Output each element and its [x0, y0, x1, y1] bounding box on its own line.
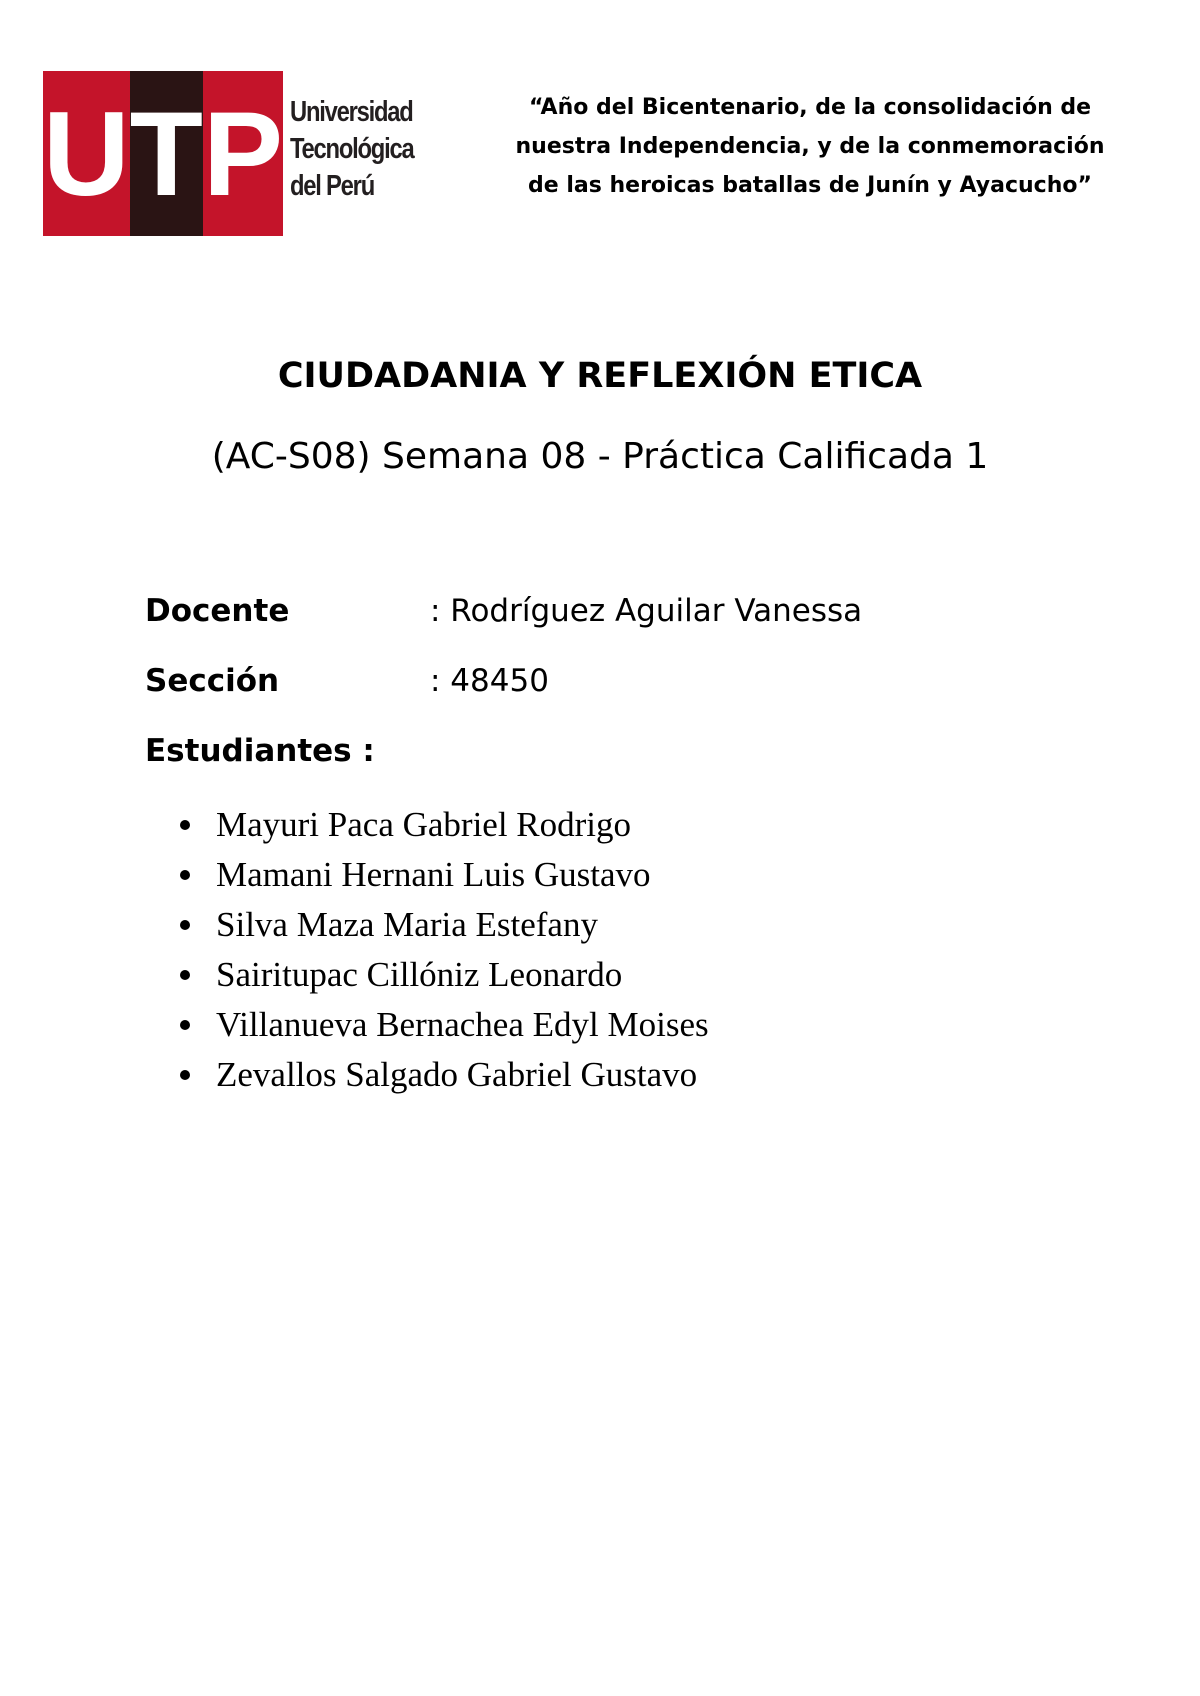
list-item [180, 850, 709, 900]
university-name-line: Universidad [290, 96, 413, 128]
seccion-value: : 48450 [430, 663, 549, 699]
list-item [180, 950, 709, 1000]
bullet-icon [180, 970, 190, 980]
university-name-line: del Perú [290, 170, 374, 202]
bullet-icon [180, 920, 190, 930]
motto-line: de las heroicas batallas de Junín y Ayacucho” [528, 173, 1092, 198]
assignment-subtitle: (AC-S08) Semana 08 - Práctica Calificada 1 [211, 436, 989, 477]
university-name [290, 94, 413, 205]
docente-label: Docente [145, 593, 290, 629]
student-name: Villanueva Bernachea Edyl Moises [216, 1005, 709, 1044]
bullet-icon [180, 820, 190, 830]
list-item [180, 900, 709, 950]
docente-value: : Rodríguez Aguilar Vanessa [430, 593, 863, 629]
bullet-icon [180, 870, 190, 880]
list-item [180, 1000, 709, 1050]
student-name: Mayuri Paca Gabriel Rodrigo [216, 805, 632, 844]
course-title: CIUDADANIA Y REFLEXIÓN ETICA [277, 356, 923, 396]
bullet-icon [180, 1070, 190, 1080]
university-name-line: Tecnológica [290, 133, 414, 165]
list-item [180, 800, 709, 850]
motto-line: “Año del Bicentenario, de la consolidación de [528, 95, 1092, 120]
list-item [180, 1050, 709, 1100]
student-name: Mamani Hernani Luis Gustavo [216, 855, 651, 894]
seccion-row [145, 663, 549, 699]
student-name: Silva Maza Maria Estefany [216, 905, 598, 944]
students-list [180, 800, 709, 1100]
estudiantes-label: Estudiantes : [145, 733, 375, 769]
utp-logo [43, 71, 284, 236]
seccion-label: Sección [145, 663, 280, 699]
bullet-icon [180, 1020, 190, 1030]
year-motto [490, 88, 1130, 205]
motto-line: nuestra Independencia, y de la conmemoración [515, 134, 1105, 159]
logo-letter-p: P [203, 71, 283, 236]
logo-letter-t: T [130, 71, 203, 236]
docente-row [145, 593, 862, 629]
logo-letter-u: U [43, 71, 130, 236]
student-name: Zevallos Salgado Gabriel Gustavo [216, 1055, 698, 1094]
student-name: Sairitupac Cillóniz Leonardo [216, 955, 623, 994]
